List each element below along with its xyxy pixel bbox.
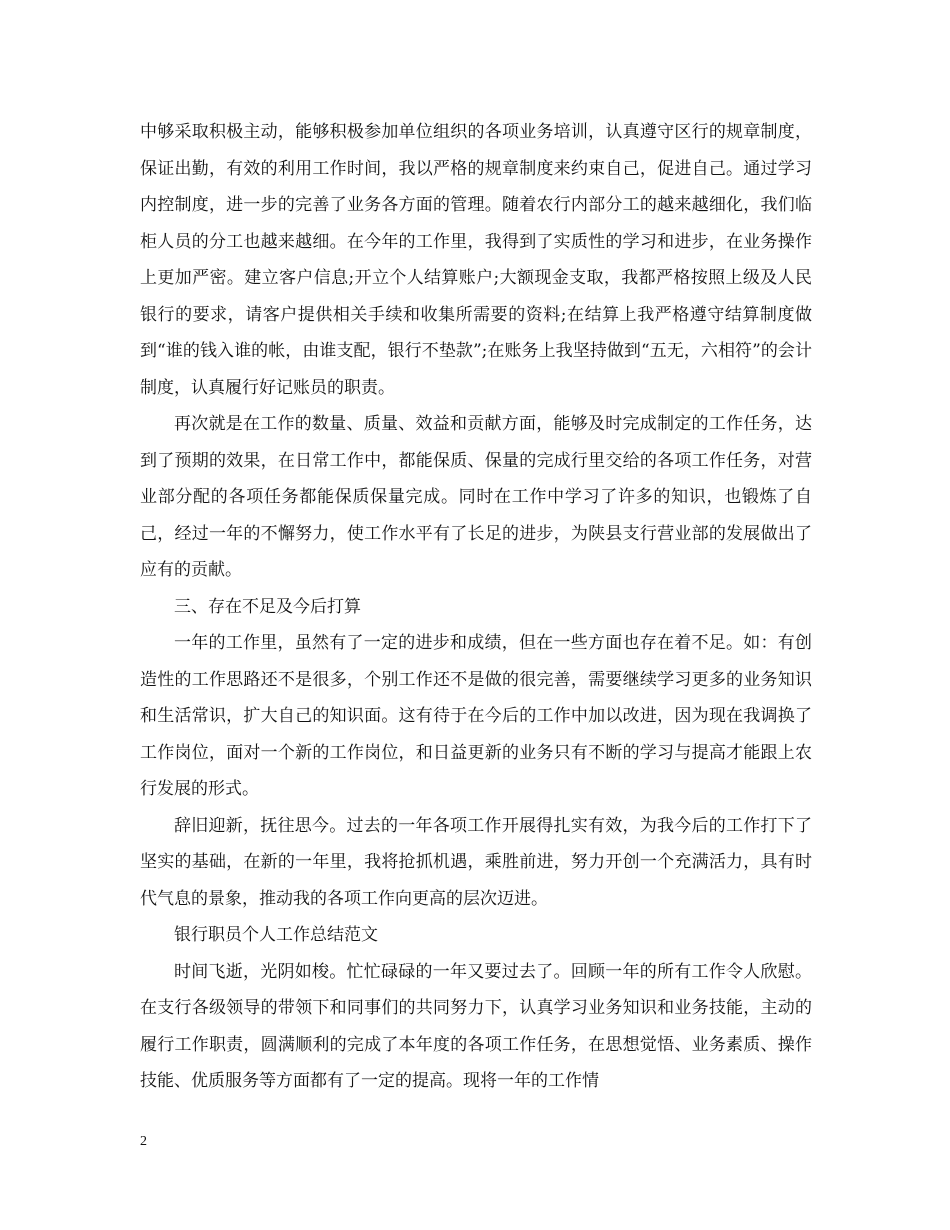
document-body	[140, 114, 812, 1100]
page-number: 2	[140, 1134, 147, 1149]
paragraph-4: 辞旧迎新，抚往思今。过去的一年各项工作开展得扎实有效，为我今后的工作打下了坚实的基础，在新的一年里，我将抢抓机遇，乘胜前进，努力开创一个充满活力，具有时代气息的景象，推动我的各项工作向更高的层次迈进。	[140, 815, 812, 909]
section-heading-shortcomings: 三、存在不足及今后打算	[174, 596, 361, 617]
paragraph-5: 时间飞逝，光阴如梭。忙忙碌碌的一年又要过去了。回顾一年的所有工作令人欣慰。在支行各级领导的带领下和同事们的共同努力下，认真学习业务知识和业务技能，主动的履行工作职责，圆满顺利的完成了本年度的各项工作任务，在思想觉悟、业务素质、操作技能、优质服务等方面都有了一定的提高。现将一年的工作情	[140, 961, 812, 1091]
paragraph-1: 中够采取积极主动，能够积极参加单位组织的各项业务培训，认真遵守区行的规章制度，保证出勤，有效的利用工作时间，我以严格的规章制度来约束自己，促进自己。通过学习内控制度，进一步的完善了业务各方面的管理。随着农行内部分工的越来越细化，我们临柜人员的分工也越来越细。在今年的工作里，我得到了实质性的学习和进步，在业务操作上更加严密。建立客户信息;开立个人结算账户;大额现金支取，我都严格按照上级及人民银行的要求，请客户提供相关手续和收集所需要的资料;在结算上我严格遵守结算制度做到“谁的钱入谁的帐，由谁支配，银行不垫款”;在账务上我坚持做到“五无，六相符”的会计制度，认真履行好记账员的职责。	[140, 122, 812, 398]
paragraph-2: 再次就是在工作的数量、质量、效益和贡献方面，能够及时完成制定的工作任务，达到了预期的效果，在日常工作中，都能保质、保量的完成行里交给的各项工作任务，对营业部分配的各项任务都能保质保量完成。同时在工作中学习了许多的知识，也锻炼了自己，经过一年的不懈努力，使工作水平有了长足的进步，为陕县支行营业部的发展做出了应有的贡献。	[140, 414, 812, 580]
article-title: 银行职员个人工作总结范文	[174, 925, 378, 945]
paragraph-3: 一年的工作里，虽然有了一定的进步和成绩，但在一些方面也存在着不足。如：有创造性的工作思路还不是很多，个别工作还不是做的很完善，需要继续学习更多的业务知识和生活常识，扩大自己的知识面。这有待于在今后的工作中加以改进，因为现在我调换了工作岗位，面对一个新的工作岗位，和日益更新的业务只有不断的学习与提高才能跟上农行发展的形式。	[140, 633, 812, 799]
